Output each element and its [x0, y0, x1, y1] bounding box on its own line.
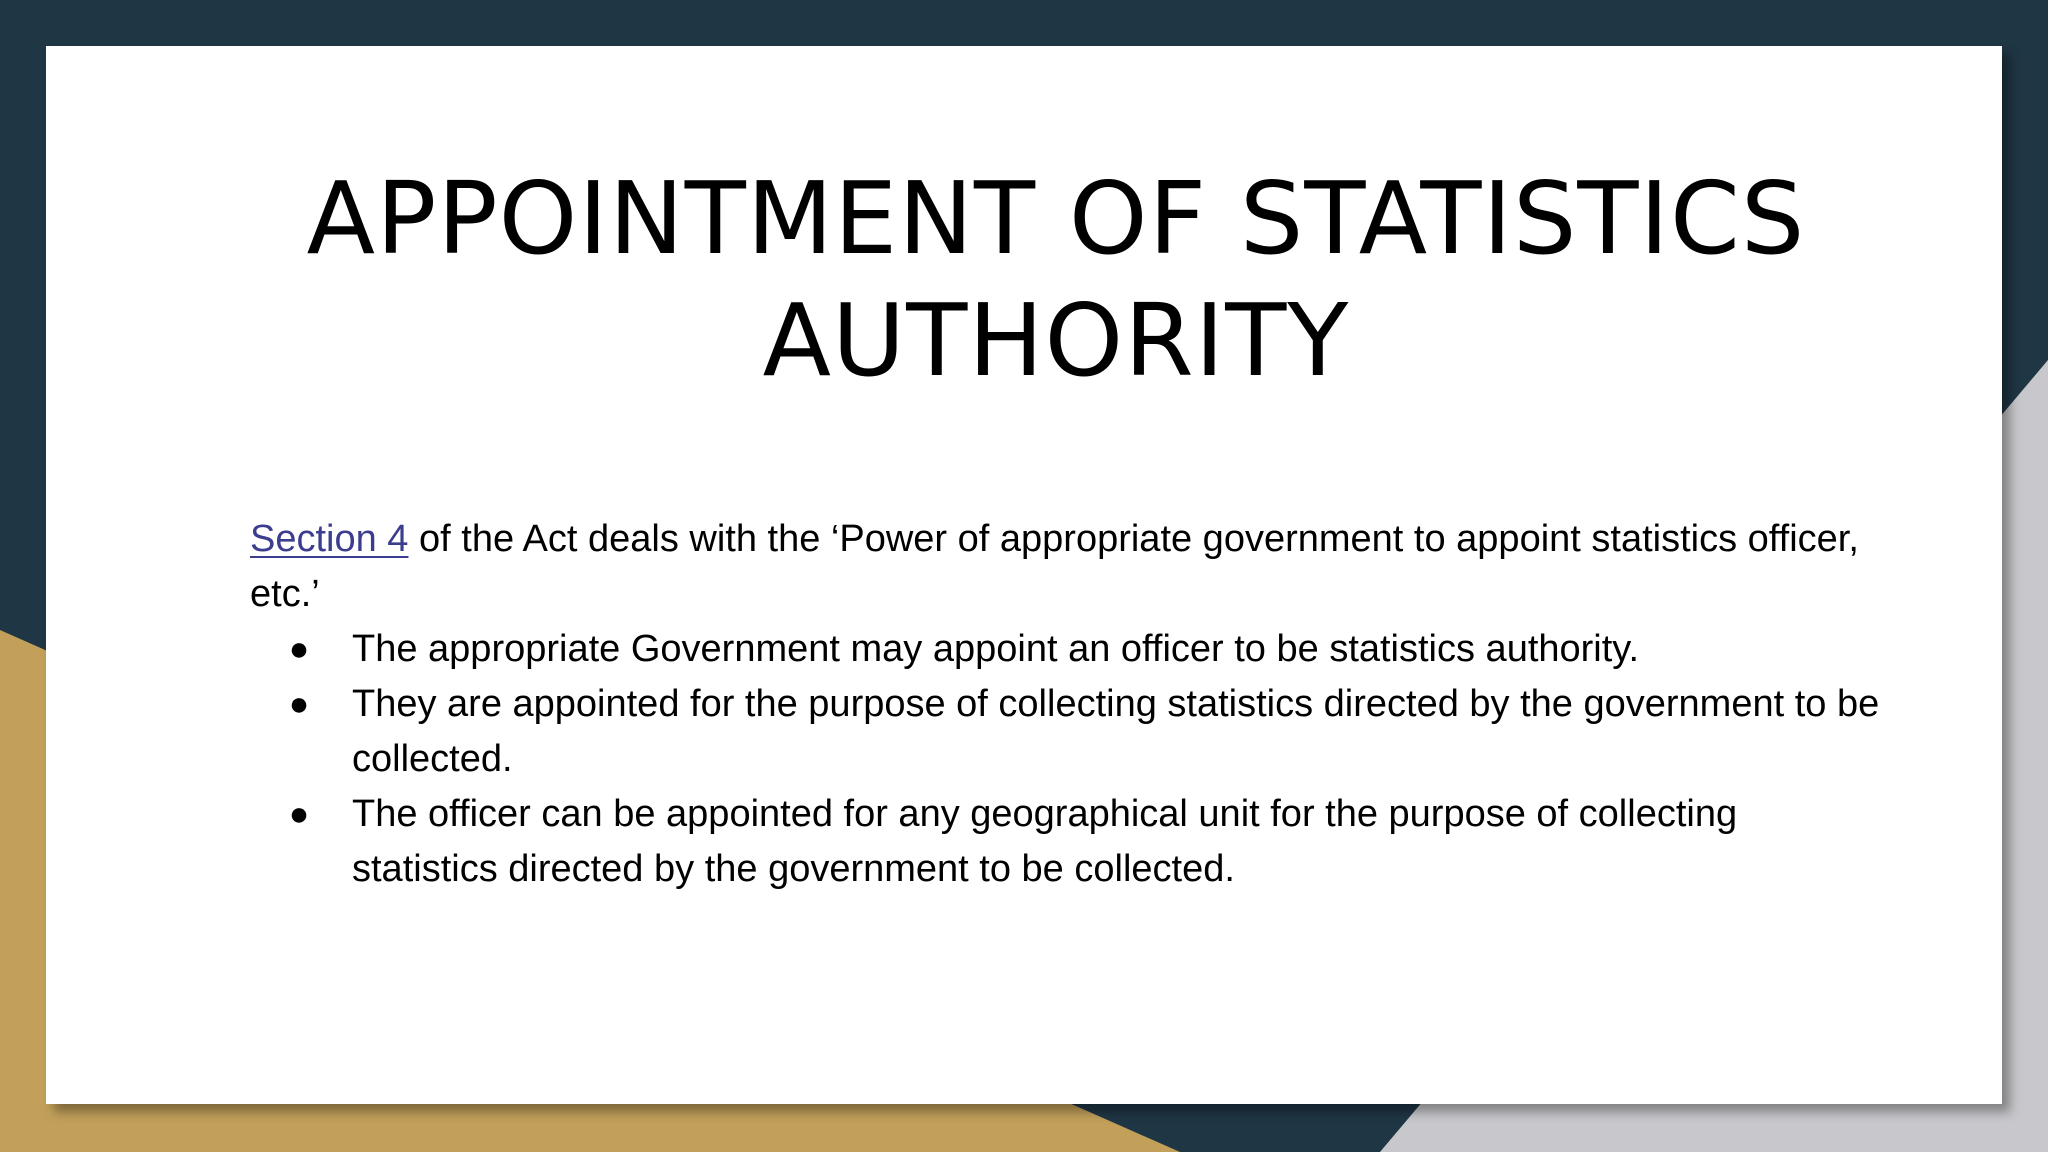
bullet-text: The appropriate Government may appoint an officer to be statistics authority. [352, 628, 1640, 670]
bullet-list [250, 622, 1890, 897]
intro-text: of the Act deals with the ‘Power of appropriate government to appoint statistics officer, etc.’ [250, 518, 1859, 615]
bullet-text: They are appointed for the purpose of collecting statistics directed by the government to be collected. [352, 683, 1880, 780]
slide-card [46, 46, 2002, 1104]
bullet-text: The officer can be appointed for any geographical unit for the purpose of collecting statistics directed by the government to be collected. [352, 793, 1738, 890]
list-item [250, 677, 1890, 787]
bullet-icon: ● [288, 630, 310, 668]
intro-paragraph [250, 512, 1890, 622]
list-item [250, 622, 1890, 677]
bullet-icon: ● [288, 795, 310, 833]
list-item [250, 787, 1890, 897]
slide-title: APPOINTMENT OF STATISTICS AUTHORITY [306, 160, 1806, 399]
slide-body [250, 512, 1890, 897]
bullet-icon: ● [288, 685, 310, 723]
section-4-link[interactable]: Section 4 [250, 518, 409, 560]
